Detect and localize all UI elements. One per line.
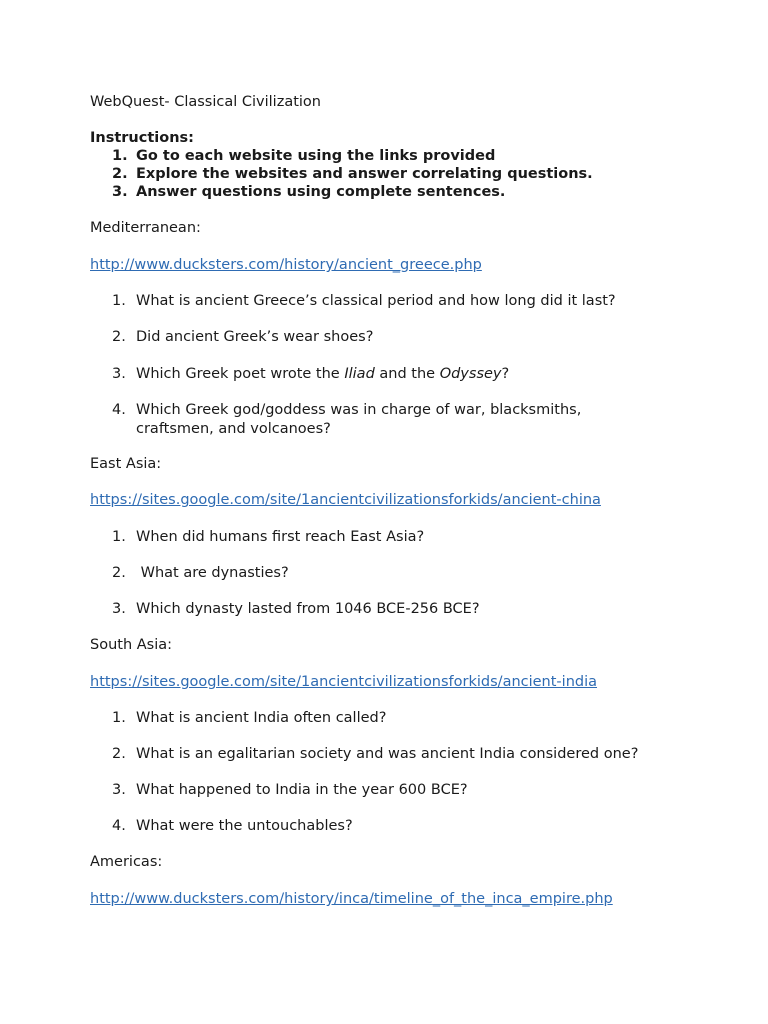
instruction-item: Answer questions using complete sentences. xyxy=(136,184,506,200)
question-text: What is ancient India often called? xyxy=(136,710,387,726)
section-heading-mediterranean: Mediterranean: xyxy=(90,220,201,236)
question-text-line2: craftsmen, and volcanoes? xyxy=(136,421,331,437)
question-text: Which dynasty lasted from 1046 BCE-256 BCE? xyxy=(136,601,480,617)
question-number: 4. xyxy=(112,402,126,418)
link-ancient-china[interactable]: https://sites.google.com/site/1ancientcivilizationsforkids/ancient-china xyxy=(90,492,601,508)
question-number: 1. xyxy=(112,529,126,545)
instruction-item: Explore the websites and answer correlating questions. xyxy=(136,166,593,182)
question-text: What were the untouchables? xyxy=(136,818,353,834)
question-text: When did humans first reach East Asia? xyxy=(136,529,425,545)
book-title-iliad: Iliad xyxy=(344,366,375,382)
question-number: 2. xyxy=(112,746,126,762)
question-text: What happened to India in the year 600 BCE? xyxy=(136,782,468,798)
question-text: What is ancient Greece’s classical period and how long did it last? xyxy=(136,293,616,309)
question-text-part: ? xyxy=(501,366,510,382)
question-text: What is an egalitarian society and was ancient India considered one? xyxy=(136,746,639,762)
question-text-line1: Which Greek god/goddess was in charge of war, blacksmiths, xyxy=(136,402,582,418)
link-ancient-india[interactable]: https://sites.google.com/site/1ancientcivilizationsforkids/ancient-india xyxy=(90,674,598,690)
book-title-odyssey: Odyssey xyxy=(439,366,502,382)
question-number: 3. xyxy=(112,601,126,617)
question-text-part: Which Greek poet wrote the xyxy=(136,366,345,382)
link-ancient-greece[interactable]: http://www.ducksters.com/history/ancient_greece.php xyxy=(90,257,482,273)
section-heading-americas: Americas: xyxy=(90,854,163,870)
instruction-item: Go to each website using the links provided xyxy=(136,148,496,164)
question-number: 1. xyxy=(112,293,126,309)
link-inca-timeline[interactable]: http://www.ducksters.com/history/inca/timeline_of_the_inca_empire.php xyxy=(90,891,613,907)
question-number: 3. xyxy=(112,782,126,798)
page-title: WebQuest- Classical Civilization xyxy=(90,94,321,110)
question-number: 2. xyxy=(112,329,126,345)
question-number: 4. xyxy=(112,818,126,834)
section-heading-east-asia: East Asia: xyxy=(90,456,162,472)
instruction-number: 2. xyxy=(112,166,128,182)
question-number: 3. xyxy=(112,366,126,382)
question-text: Did ancient Greek’s wear shoes? xyxy=(136,329,374,345)
question-text xyxy=(136,365,509,384)
question-text: What are dynasties? xyxy=(136,565,289,581)
instructions-label: Instructions: xyxy=(90,130,194,146)
instruction-number: 1. xyxy=(112,148,128,164)
question-text-part: and the xyxy=(374,366,440,382)
question-number: 1. xyxy=(112,710,126,726)
section-heading-south-asia: South Asia: xyxy=(90,637,173,653)
question-number: 2. xyxy=(112,565,126,581)
instruction-number: 3. xyxy=(112,184,128,200)
